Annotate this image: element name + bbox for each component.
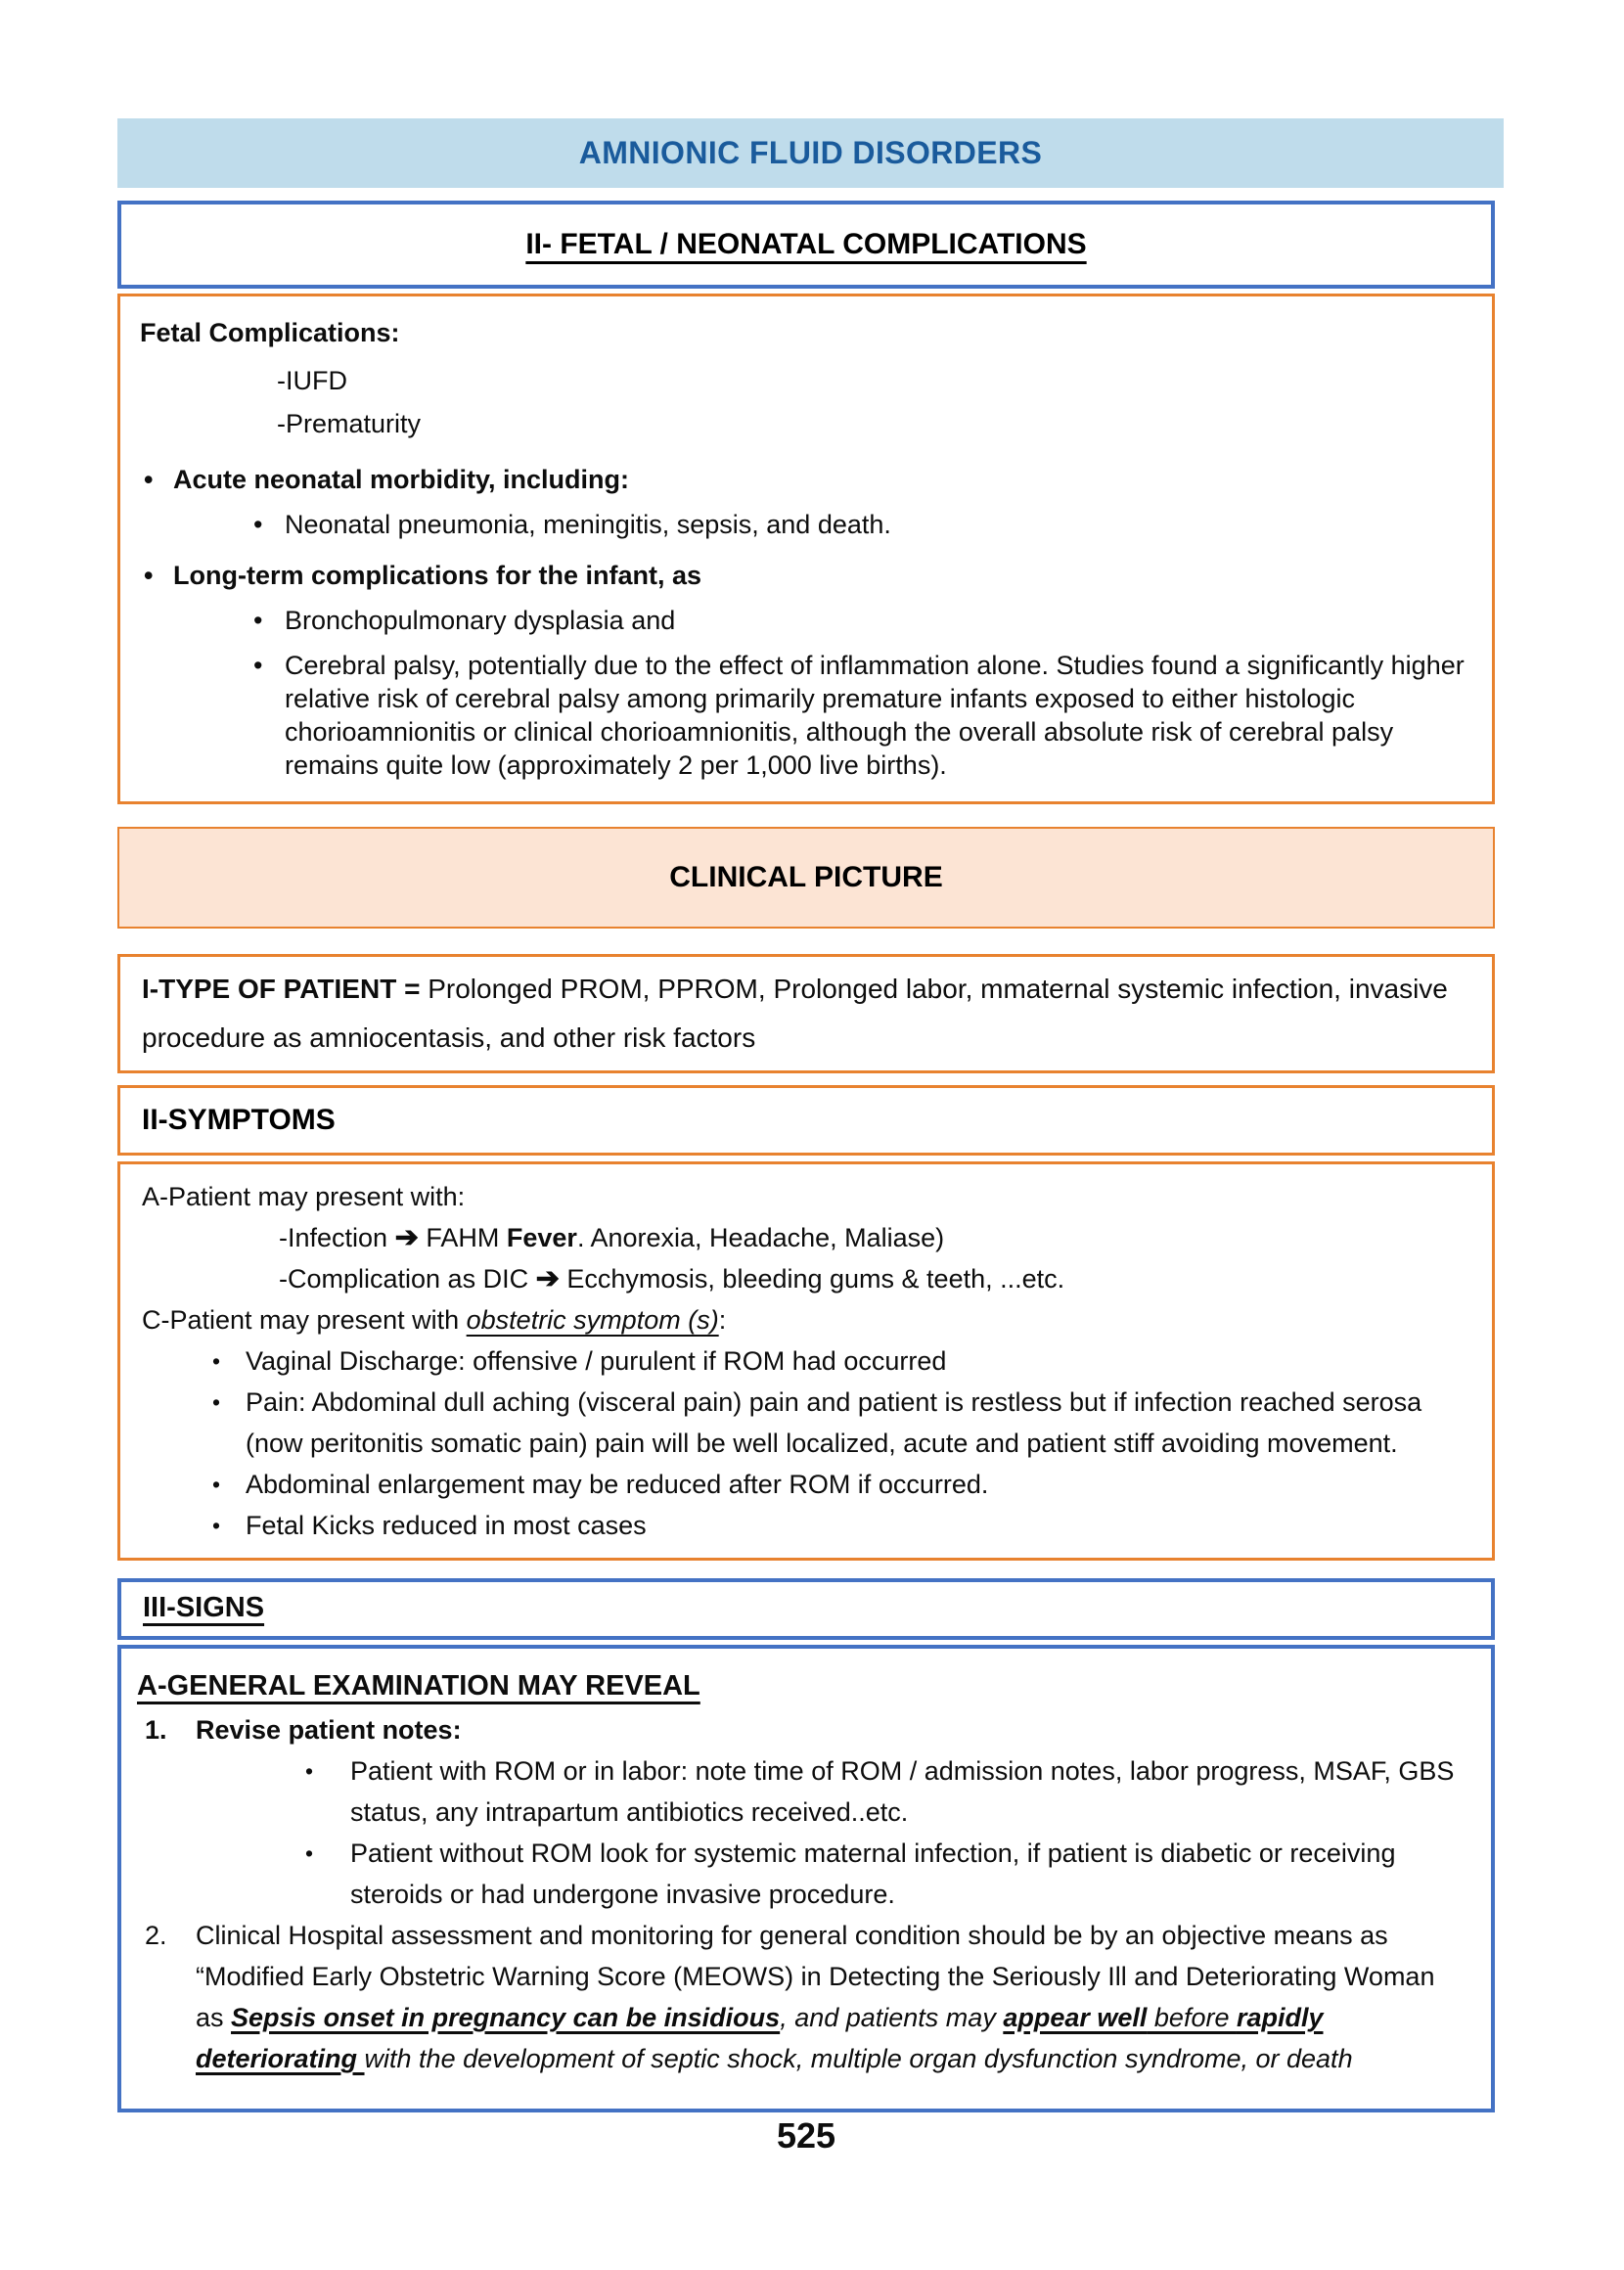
complication-text: Ecchymosis, bleeding gums & teeth, ...etc. <box>559 1264 1065 1294</box>
list-item: • Neonatal pneumonia, meningitis, sepsis, and death. <box>140 508 1468 541</box>
list-item: • Vaginal Discharge: offensive / purulent if ROM had occurred <box>142 1340 1470 1382</box>
type-of-patient-box <box>117 954 1495 1073</box>
fever-bold-text: Fever <box>506 1223 577 1252</box>
symptoms-line-c <box>142 1299 1470 1340</box>
item-2-run-rapidly-deteriorating: rapidly deteriorating <box>196 2003 1324 2073</box>
item-number: 1. <box>145 1715 167 1745</box>
symptoms-line-a: A-Patient may present with: <box>142 1182 466 1211</box>
page-number: 525 <box>776 2115 836 2156</box>
infection-text: . Anorexia, Headache, Maliase) <box>576 1223 945 1252</box>
list-item: • Bronchopulmonary dysplasia and <box>140 604 1468 637</box>
signs-header-box <box>117 1578 1495 1640</box>
numbered-item-2 <box>137 1915 1469 2079</box>
item-2-run-appear-well: appear well <box>1003 2003 1148 2032</box>
clinical-picture-title: CLINICAL PICTURE <box>669 861 943 893</box>
list-item: • Acute neonatal morbidity, including: <box>140 463 1468 496</box>
complication-text: -Complication as DIC <box>279 1264 536 1294</box>
dash-item-iufd: -IUFD <box>277 366 347 395</box>
line-c-text: C-Patient may present with <box>142 1305 467 1335</box>
line-c-text: : <box>718 1305 727 1335</box>
fetal-complications-box <box>117 294 1495 804</box>
page-title: AMNIONIC FLUID DISORDERS <box>578 135 1043 170</box>
fetal-neonatal-title-box <box>117 201 1495 289</box>
numbered-item-1 <box>137 1709 1469 1750</box>
list-item: • Abdominal enlargement may be reduced after ROM if occurred. <box>142 1464 1470 1505</box>
list-item: • Pain: Abdominal dull aching (visceral pain) pain and patient is restless but if infection reached serosa (now peritonitis somatic pain) pain will be well localized, acute and patient stiff avoiding movement. <box>142 1382 1470 1464</box>
item-2-run-tail: with the development of septic shock, multiple organ dysfunction syndrome, or death <box>364 2044 1353 2073</box>
fetal-complications-heading: Fetal Complications: <box>140 318 400 347</box>
general-examination-heading: A-GENERAL EXAMINATION MAY REVEAL <box>137 1670 700 1702</box>
list-item: • Patient with ROM or in labor: note time of ROM / admission notes, labor progress, MSAF, GBS status, any intrapartum antibiotics received..etc. <box>137 1750 1469 1833</box>
list-item: • Cerebral palsy, potentially due to the effect of inflammation alone. Studies found a significantly higher relative risk of cerebral palsy among primarily premature infants exposed to either histologic chorioamnionitis or clinical chorioamnionitis, although the overall absolute risk of cerebral palsy remains quite low (approximately 2 per 1,000 live births). <box>140 649 1468 782</box>
symptoms-infection-line <box>279 1217 1470 1258</box>
item-1-label: Revise patient notes: <box>196 1715 462 1745</box>
symptoms-title: II-SYMPTOMS <box>142 1104 336 1136</box>
symptoms-content-box <box>117 1161 1495 1561</box>
item-2-run-sepsis: Sepsis onset in pregnancy can be insidious <box>231 2003 781 2032</box>
infection-text: FAHM <box>418 1223 507 1252</box>
list-item: • Long-term complications for the infant, as <box>140 559 1468 592</box>
general-examination-box <box>117 1645 1495 2112</box>
type-of-patient-label: I-TYPE OF PATIENT = <box>142 974 421 1004</box>
arrow-icon: ➔ <box>394 1222 419 1253</box>
item-2-run-regular: Clinical Hospital assessment and monitoring for general condition should be by an objective means as “Modified Early Obstetric Warning Score (MEOWS) in Detecting the Seriously Ill and Deteriorating Woman as <box>196 1921 1435 2032</box>
arrow-icon: ➔ <box>535 1263 560 1294</box>
item-2-run-before: before <box>1147 2003 1237 2032</box>
list-item: • Patient without ROM look for systemic maternal infection, if patient is diabetic or receiving steroids or had undergone invasive procedure. <box>137 1833 1469 1915</box>
infection-text: -Infection <box>279 1223 395 1252</box>
symptoms-header-box <box>117 1085 1495 1156</box>
list-item: • Fetal Kicks reduced in most cases <box>142 1505 1470 1546</box>
clinical-picture-banner <box>117 827 1495 929</box>
dash-item-prematurity: -Prematurity <box>277 409 422 438</box>
title-banner <box>117 118 1504 188</box>
item-number: 2. <box>145 1921 167 1950</box>
symptoms-complication-line <box>279 1258 1470 1299</box>
type-of-patient-text: Prolonged PROM, PPROM, Prolonged labor, mmaternal systemic infection, invasive procedure as amniocentasis, and other risk factors <box>142 974 1448 1053</box>
fetal-neonatal-section-title: II- FETAL / NEONATAL COMPLICATIONS <box>525 228 1087 260</box>
signs-title: III-SIGNS <box>143 1592 265 1623</box>
item-2-run-italic: , and patients may <box>780 2003 1004 2032</box>
obstetric-symptom-underlined: obstetric symptom (s) <box>466 1305 719 1335</box>
